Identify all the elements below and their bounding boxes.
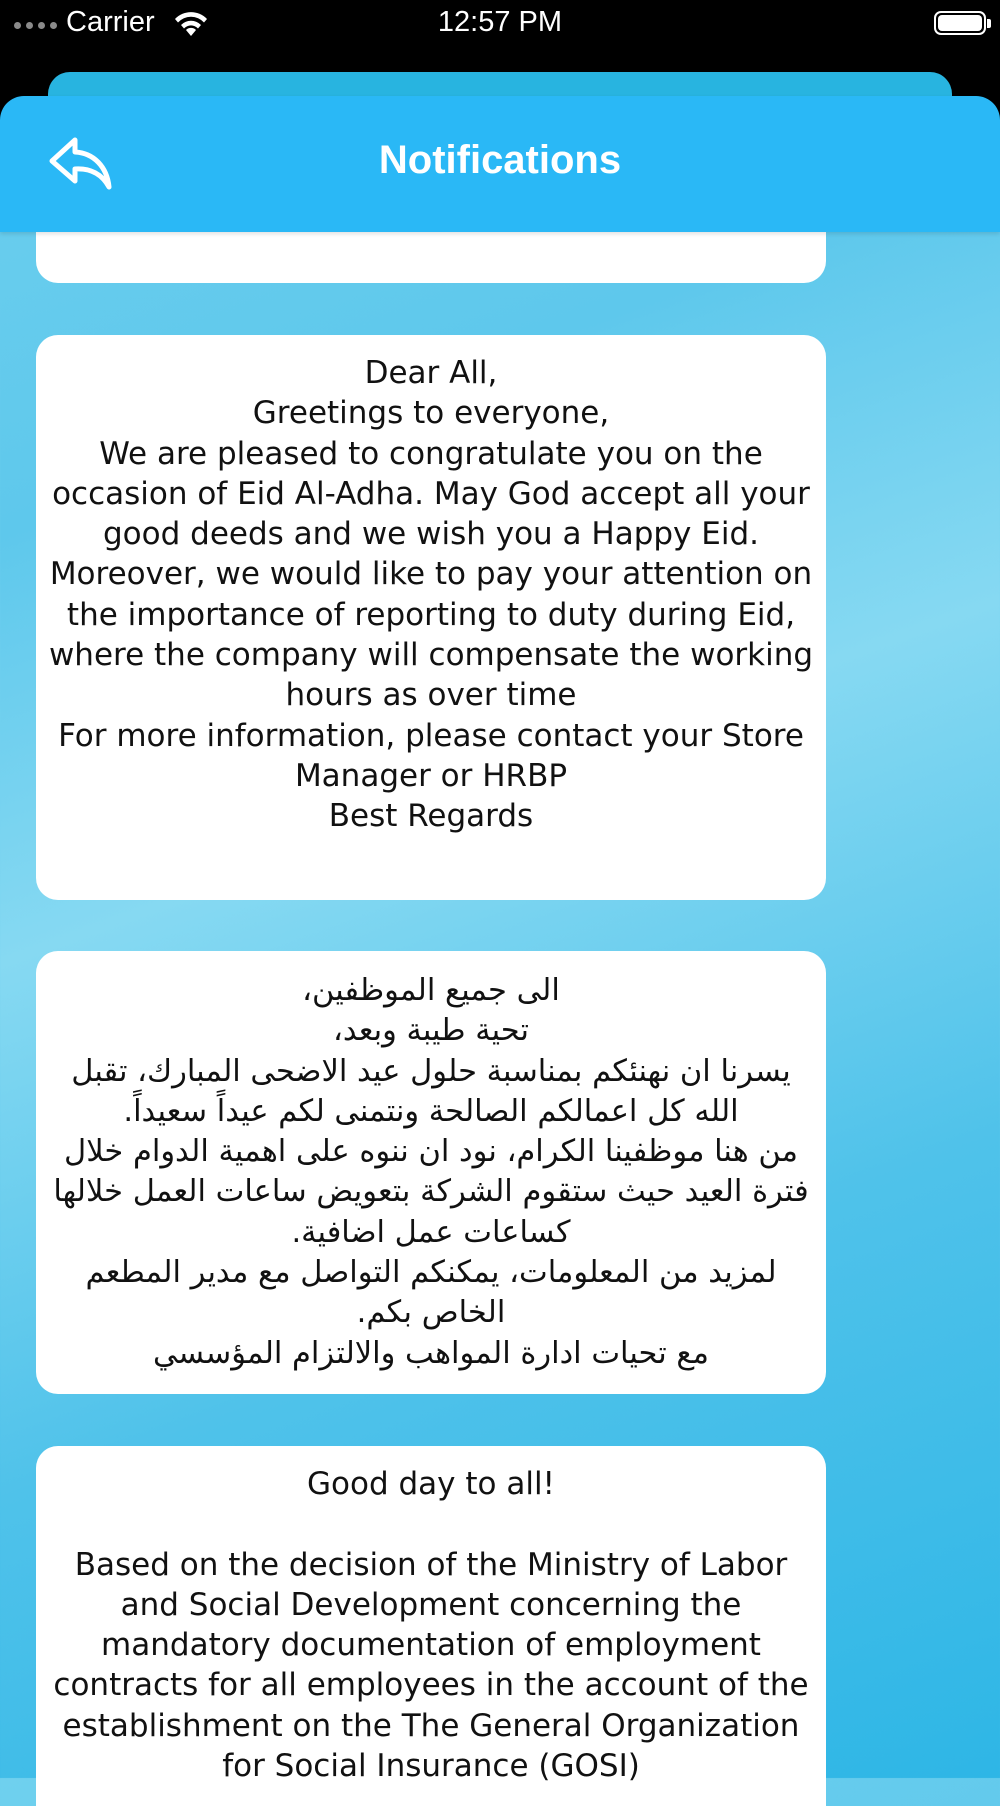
page-title: Notifications bbox=[378, 138, 622, 182]
status-bar bbox=[0, 0, 1000, 50]
battery-icon bbox=[934, 11, 986, 35]
notification-card[interactable] bbox=[36, 1446, 826, 1806]
notification-card[interactable] bbox=[36, 335, 826, 900]
notification-text: الى جميع الموظفين، تحية طيبة وبعد، يسرنا ان نهنئكم بمناسبة حلول عيد الاضحى المبارك، تقبل الله كل اعمالكم الصالحة ونتمنى لكم عيداً سعيداً. من هنا موظفينا الكرام، نود ان ننوه على اهمية الدوام خلال فترة العيد حيث ستقوم الشركة بتعويض ساعات العمل خلالها كساعات عمل اضافية. لمزيد من المعلومات، يمكنكم التواصل مع مدير المطعم الخاص بكم. مع تحيات ادارة المواهب والالتزام المؤسسي bbox=[53, 973, 809, 1371]
notification-text: Good day to all! Based on the decision of the Ministry of Labor and Social Development concerning the mandatory documentation of employment contracts for all employees in the account of the establishment on the The General Organization for Social Insurance (GOSI) bbox=[53, 1466, 809, 1785]
clock: 12:57 PM bbox=[437, 6, 563, 38]
navigation-bar bbox=[0, 96, 1000, 232]
notification-card[interactable] bbox=[36, 951, 826, 1394]
notification-text: Dear All, Greetings to everyone, We are pleased to congratulate you on the occasion of Eid Al-Adha. May God accept all your good deeds and we wish you a Happy Eid. Moreover, we would like to pay your attention on the importance of reporting to duty during Eid, where the company will compensate the working hours as over time For more information, please contact your Store Manager or HRBP Best Regards bbox=[48, 355, 814, 835]
carrier-label: Carrier bbox=[66, 6, 155, 38]
